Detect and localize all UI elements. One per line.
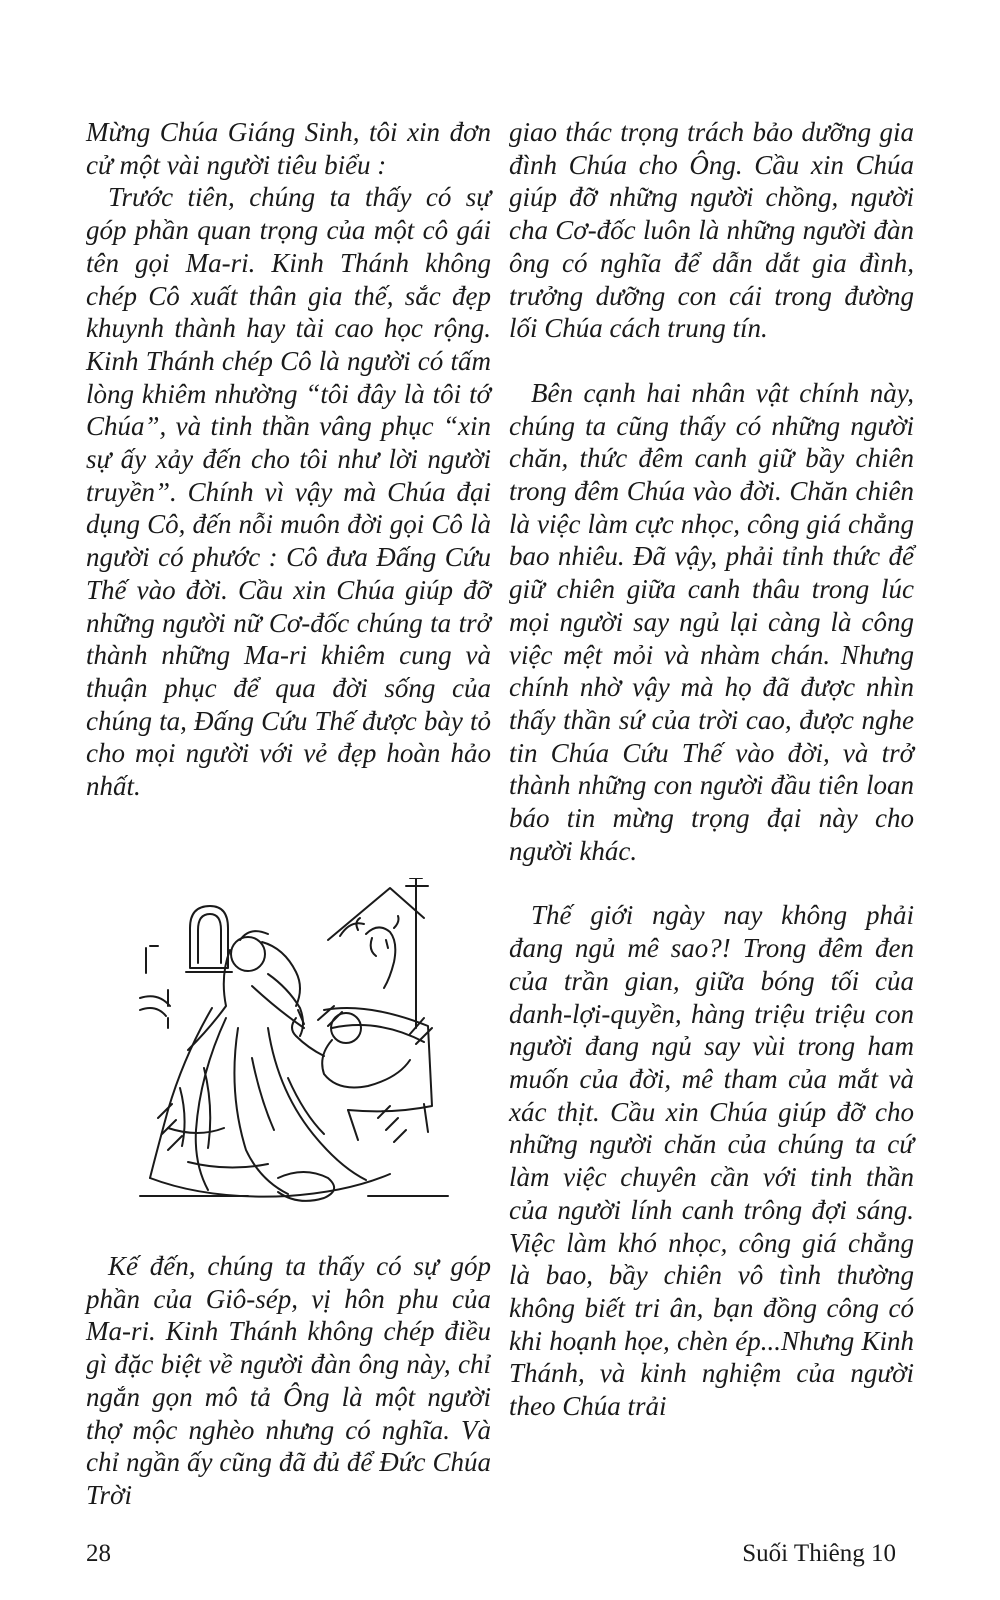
paragraph-joseph: Kế đến, chúng ta thấy có sự góp phần của Giô-sép, vị hôn phu của Ma-ri. Kinh Thánh không chép điều gì đặc biệt về người đàn ông này, chỉ ngắn gọn mô tả Ông là một người thợ mộc nghèo nhưng có nghĩa. Và chỉ ngần ấy cũng đã đủ để Đức Chúa Trời [86, 1251, 491, 1510]
paragraph-world-today: Thế giới ngày nay không phải đang ngủ mê sao?! Trong đêm đen của trần gian, giữa bóng tối của danh-lợi-quyền, hàng triệu triệu con người đang ngủ say vùi trong ham muốn của đời, mê tham của mắt và xác thịt. Cầu xin Chúa giúp đỡ cho những người chăn của chúng ta cứ làm việc chuyên cần với tinh thần của người lính canh trông đợi sáng. Việc làm khó nhọc, công giá chẳng là bao, bầy chiên vô tình thường không biết tri ân, bạn đồng công có khi hoạnh họe, chèn ép...Nhưng Kinh Thánh, và kinh nghiệm của người theo Chúa trải [509, 900, 914, 1422]
paragraph-joseph-continued: giao thác trọng trách bảo dưỡng gia đình Chúa cho Ông. Cầu xin Chúa giúp đỡ những người chồng, người cha Cơ-đốc luôn là những người đàn ông có nghĩa để dẫn dắt gia đình, trưởng dưỡng con cái trong đường lối Chúa cách trung tín. [509, 117, 914, 344]
right-column [509, 116, 914, 1423]
paragraph-mary: Trước tiên, chúng ta thấy có sự góp phần quan trọng của một cô gái tên gọi Ma-ri. Kinh Thánh không chép Cô xuất thân gia thế, sắc đẹp khuynh thành hay tài cao học rộng. Kinh Thánh chép Cô là người có tấm lòng khiêm nhường “tôi đây là tôi tớ Chúa”, và tinh thần vâng phục “xin sự ấy xảy đến cho tôi như lời người truyền”. Chính vì vậy mà Chúa đại dụng Cô, đến nỗi muôn đời gọi Cô là người có phước : Cô đưa Đấng Cứu Thế vào đời. Cầu xin Chúa giúp đỡ những người nữ Cơ-đốc chúng ta trở thành những Ma-ri khiêm cung và thuận phục để qua đời sống của chúng ta, Đấng Cứu Thế được bày tỏ cho mọi người với vẻ đẹp hoàn hảo nhất. [86, 182, 491, 802]
running-title: Suối Thiêng 10 [742, 1540, 896, 1567]
left-column-top [86, 116, 491, 803]
nativity-mary-child-sketch-icon [128, 878, 458, 1208]
page-number: 28 [86, 1540, 111, 1567]
paragraph-shepherds: Bên cạnh hai nhân vật chính này, chúng ta cũng thấy có những người chăn, thức đêm canh giữ bầy chiên trong đêm Chúa vào đời. Chăn chiên là việc làm cực nhọc, công giá chẳng bao nhiêu. Đã vậy, phải tỉnh thức để giữ chiên giữa canh thâu trong lúc mọi người say ngủ lại càng là công việc mệt mỏi và nhàm chán. Nhưng chính nhờ vậy mà họ đã được nhìn thấy thần sứ của trời cao, được nghe tin Chúa Cứu Thế vào đời, và trở thành những con người đầu tiên loan báo tin mừng trọng đại này cho người khác. [509, 377, 914, 866]
left-column-bottom [86, 1250, 491, 1512]
paragraph-intro: Mừng Chúa Giáng Sinh, tôi xin đơn cử một vài người tiêu biểu : [86, 117, 491, 180]
